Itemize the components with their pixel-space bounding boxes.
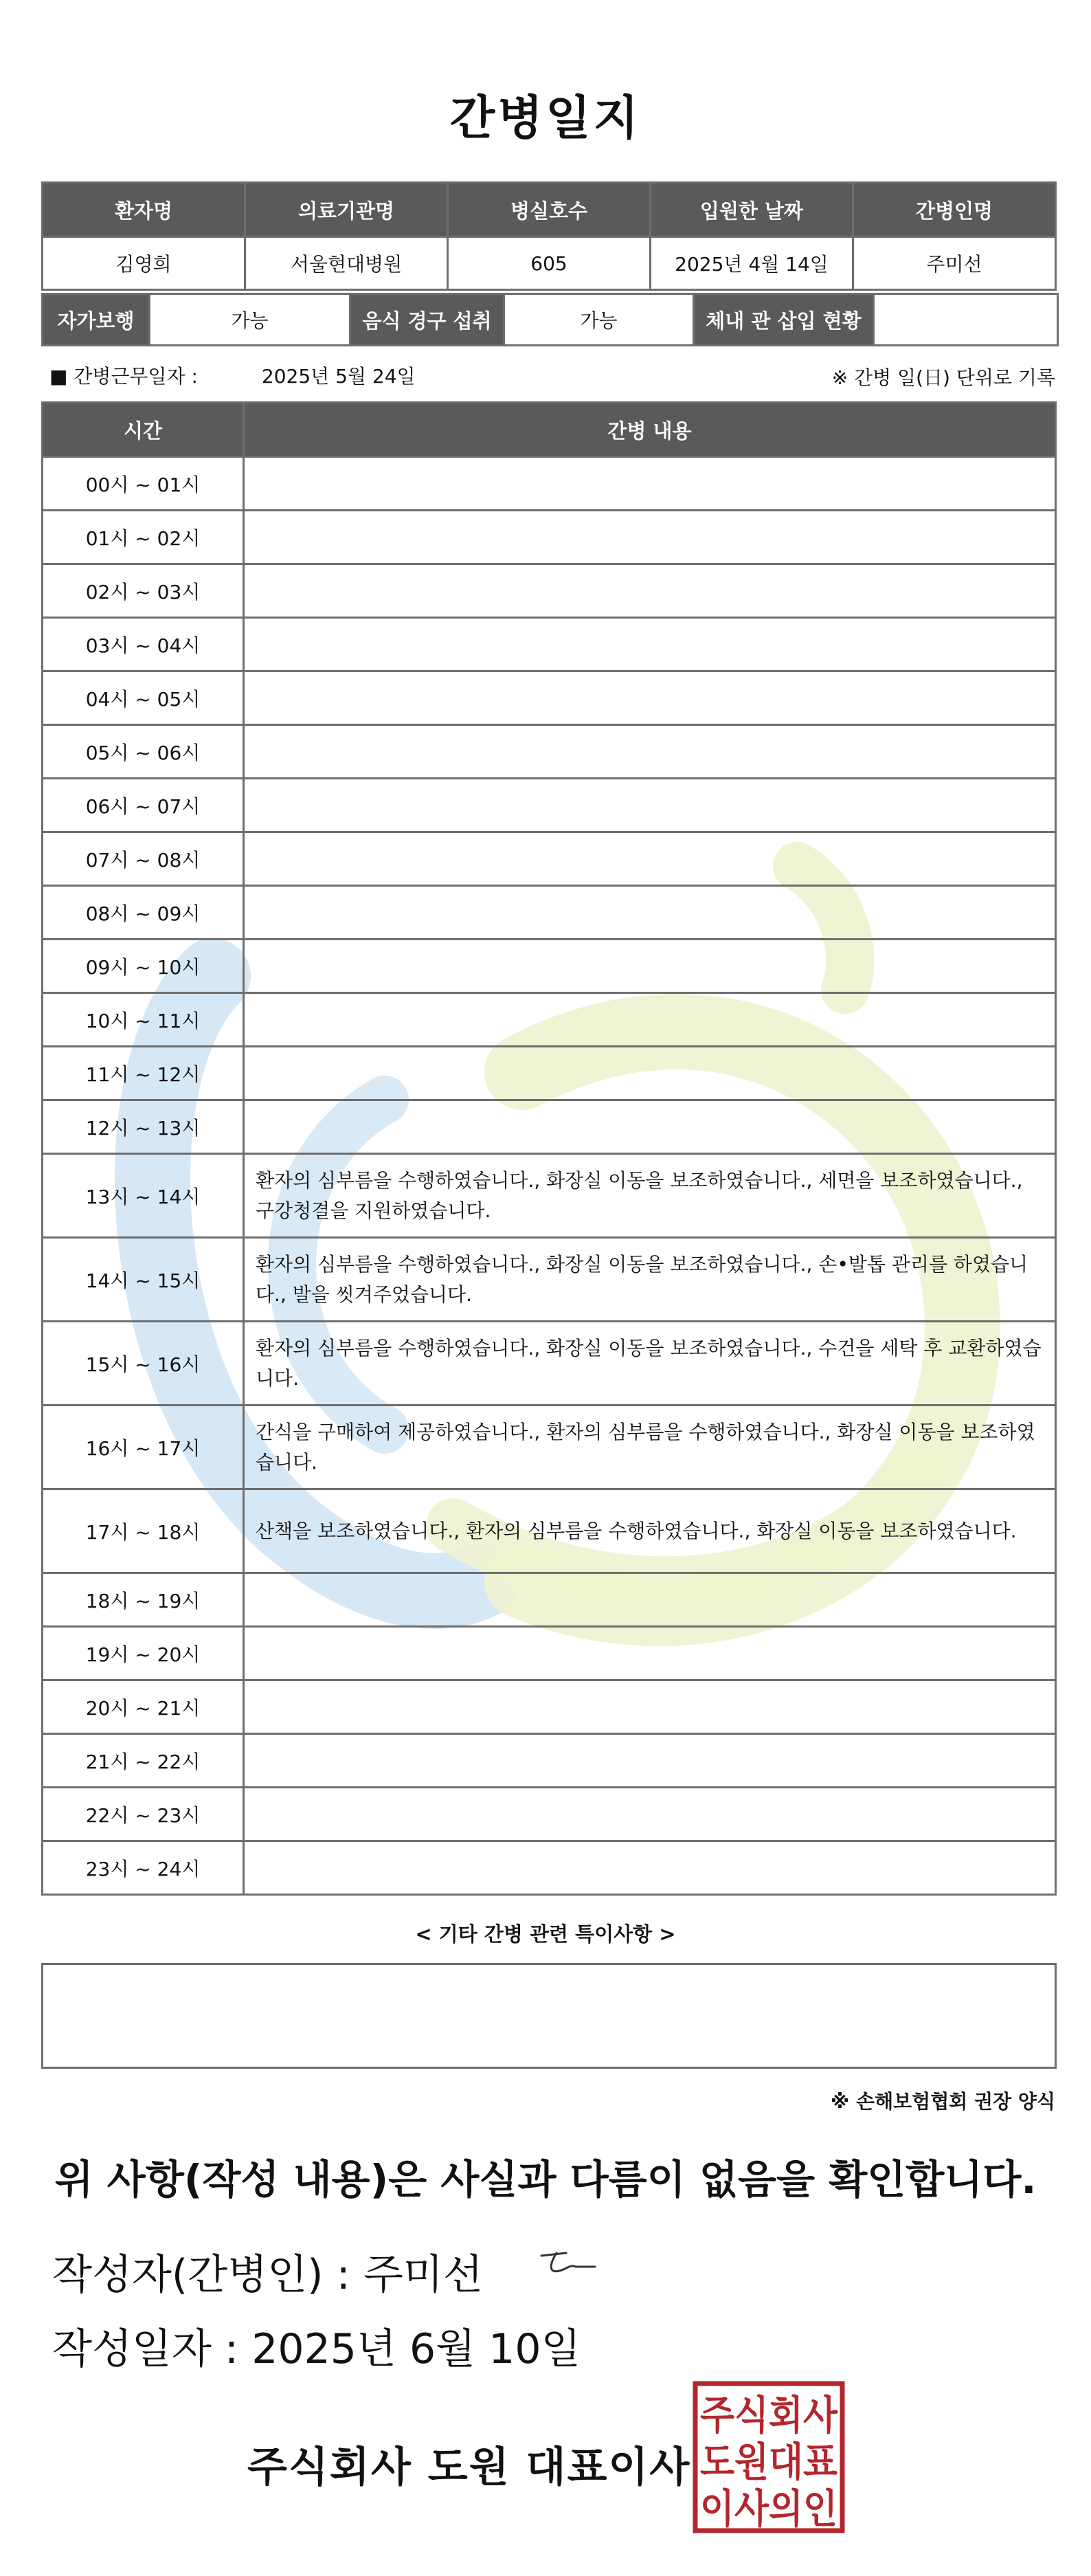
- written-date-line: [52, 2316, 581, 2375]
- header-room-number: 병실호수: [448, 183, 651, 237]
- journal-time-cell: 03시 ~ 04시: [43, 618, 244, 671]
- journal-row: [43, 511, 1056, 564]
- journal-content-cell: [244, 1047, 1056, 1100]
- journal-row: [43, 779, 1056, 832]
- journal-header-row: [43, 403, 1056, 457]
- etc-notes-box: [41, 1963, 1057, 2069]
- journal-time-cell: 11시 ~ 12시: [43, 1047, 244, 1100]
- journal-time-cell: 02시 ~ 03시: [43, 564, 244, 618]
- journal-row: [43, 993, 1056, 1047]
- journal-content-cell: [244, 993, 1056, 1047]
- journal-time-cell: 18시 ~ 19시: [43, 1573, 244, 1627]
- caregiver-name: 주미선: [853, 237, 1056, 290]
- patient-info-table: [41, 181, 1057, 291]
- seal-text-line: 이사의인: [700, 2485, 837, 2532]
- journal-time-cell: 08시 ~ 09시: [43, 886, 244, 940]
- written-date-value: 2025년 6월 10일: [251, 2325, 581, 2373]
- tube-insertion-label: 체내 관 삽입 현황: [694, 294, 874, 346]
- journal-row: [43, 1238, 1056, 1322]
- journal-row: [43, 457, 1056, 511]
- tube-insertion-value: [874, 294, 1058, 346]
- header-hospital-name: 의료기관명: [245, 183, 448, 237]
- journal-content-cell: [244, 511, 1056, 564]
- admission-date: 2025년 4월 14일: [651, 237, 853, 290]
- hospital-name: 서울현대병원: [245, 237, 448, 290]
- journal-time-cell: 20시 ~ 21시: [43, 1680, 244, 1734]
- journal-content-cell: [244, 564, 1056, 618]
- journal-row: [43, 1734, 1056, 1788]
- journal-time-cell: 16시 ~ 17시: [43, 1406, 244, 1489]
- journal-row: [43, 1100, 1056, 1154]
- company-seal-icon: [693, 2381, 845, 2533]
- journal-content-cell: [244, 832, 1056, 886]
- patient-status-row: [43, 294, 1058, 346]
- written-date-label: 작성일자 :: [52, 2325, 239, 2373]
- journal-content-cell: [244, 618, 1056, 671]
- journal-time-cell: 07시 ~ 08시: [43, 832, 244, 886]
- journal-content-cell: [244, 457, 1056, 511]
- journal-row: [43, 1627, 1056, 1680]
- journal-row: [43, 564, 1056, 618]
- journal-time-cell: 21시 ~ 22시: [43, 1734, 244, 1788]
- journal-time-cell: 17시 ~ 18시: [43, 1489, 244, 1573]
- company-representative: 주식회사 도원 대표이사: [247, 2443, 691, 2491]
- journal-content-cell: 환자의 심부름을 수행하였습니다., 화장실 이동을 보조하였습니다., 수건을 세탁 후 교환하였습니다.: [244, 1322, 1056, 1406]
- header-admission-date: 입원한 날짜: [651, 183, 853, 237]
- journal-time-cell: 01시 ~ 02시: [43, 511, 244, 564]
- unit-note: ※ 간병 일(日) 단위로 기록: [831, 366, 1055, 389]
- journal-row: [43, 1154, 1056, 1238]
- patient-name: 김영희: [43, 237, 245, 290]
- journal-content-cell: 환자의 심부름을 수행하였습니다., 화장실 이동을 보조하였습니다., 손•발톱 관리를 하였습니다., 발을 씻겨주었습니다.: [244, 1238, 1056, 1322]
- journal-time-cell: 13시 ~ 14시: [43, 1154, 244, 1238]
- oral-intake-label: 음식 경구 섭취: [350, 294, 504, 346]
- journal-content-cell: 환자의 심부름을 수행하였습니다., 화장실 이동을 보조하였습니다., 세면을 보조하였습니다., 구강청결을 지원하였습니다.: [244, 1154, 1056, 1238]
- patient-info-value-row: [43, 237, 1056, 290]
- journal-row: [43, 671, 1056, 725]
- self-walk-label: 자가보행: [43, 294, 150, 346]
- work-date-value: 2025년 5월 24일: [261, 365, 416, 388]
- journal-content-cell: [244, 725, 1056, 779]
- seal-text-line: 주식회사: [700, 2392, 838, 2439]
- seal-text-line: 도원대표: [700, 2439, 837, 2485]
- journal-row: [43, 832, 1056, 886]
- journal-header-time: 시간: [43, 403, 244, 457]
- journal-row: [43, 618, 1056, 671]
- journal-content-cell: [244, 1100, 1056, 1154]
- journal-content-cell: [244, 940, 1056, 993]
- journal-time-cell: 12시 ~ 13시: [43, 1100, 244, 1154]
- journal-content-cell: [244, 671, 1056, 725]
- journal-row: [43, 1406, 1056, 1489]
- journal-time-cell: 10시 ~ 11시: [43, 993, 244, 1047]
- work-date-line: [49, 362, 416, 389]
- journal-content-cell: [244, 1573, 1056, 1627]
- journal-header-content: 간병 내용: [244, 403, 1056, 457]
- journal-content-cell: 간식을 구매하여 제공하였습니다., 환자의 심부름을 수행하였습니다., 화장실 이동을 보조하였습니다.: [244, 1406, 1056, 1489]
- self-walk-value: 가능: [150, 294, 350, 346]
- room-number: 605: [448, 237, 651, 290]
- journal-row: [43, 725, 1056, 779]
- journal-row: [43, 1322, 1056, 1406]
- journal-row: [43, 940, 1056, 993]
- work-date-label: ■ 간병근무일자 :: [49, 365, 198, 388]
- journal-time-cell: 00시 ~ 01시: [43, 457, 244, 511]
- patient-info-header-row: [43, 183, 1056, 237]
- journal-time-cell: 19시 ~ 20시: [43, 1627, 244, 1680]
- journal-time-cell: 06시 ~ 07시: [43, 779, 244, 832]
- page-title: 간병일지: [449, 91, 642, 146]
- journal-content-cell: [244, 1680, 1056, 1734]
- journal-row: [43, 1489, 1056, 1573]
- journal-content-cell: [244, 1734, 1056, 1788]
- association-note: ※ 손해보험협회 권장 양식: [831, 2090, 1055, 2113]
- journal-row: [43, 886, 1056, 940]
- journal-row: [43, 1047, 1056, 1100]
- writer-label: 작성자(간병인) :: [52, 2251, 350, 2299]
- etc-notes-title: < 기타 간병 관련 특이사항 >: [415, 1922, 676, 1946]
- journal-row: [43, 1841, 1056, 1895]
- journal-time-cell: 05시 ~ 06시: [43, 725, 244, 779]
- writer-line: [52, 2242, 483, 2301]
- journal-row: [43, 1573, 1056, 1627]
- header-caregiver-name: 간병인명: [853, 183, 1056, 237]
- signature-icon: [536, 2243, 599, 2282]
- journal-time-cell: 23시 ~ 24시: [43, 1841, 244, 1895]
- journal-content-cell: [244, 779, 1056, 832]
- journal-time-cell: 22시 ~ 23시: [43, 1788, 244, 1841]
- journal-content-cell: [244, 1627, 1056, 1680]
- patient-status-table: [41, 293, 1059, 346]
- journal-content-cell: [244, 1841, 1056, 1895]
- writer-name: 주미선: [363, 2251, 483, 2299]
- header-patient-name: 환자명: [43, 183, 245, 237]
- journal-time-cell: 04시 ~ 05시: [43, 671, 244, 725]
- care-journal-table: [41, 401, 1057, 1896]
- journal-time-cell: 09시 ~ 10시: [43, 940, 244, 993]
- journal-content-cell: [244, 886, 1056, 940]
- oral-intake-value: 가능: [504, 294, 694, 346]
- confirmation-statement: 위 사항(작성 내용)은 사실과 다름이 없음을 확인합니다.: [54, 2156, 1037, 2203]
- journal-row: [43, 1788, 1056, 1841]
- journal-content-cell: [244, 1788, 1056, 1841]
- journal-content-cell: 산책을 보조하였습니다., 환자의 심부름을 수행하였습니다., 화장실 이동을 보조하였습니다.: [244, 1489, 1056, 1573]
- journal-row: [43, 1680, 1056, 1734]
- journal-time-cell: 14시 ~ 15시: [43, 1238, 244, 1322]
- journal-time-cell: 15시 ~ 16시: [43, 1322, 244, 1406]
